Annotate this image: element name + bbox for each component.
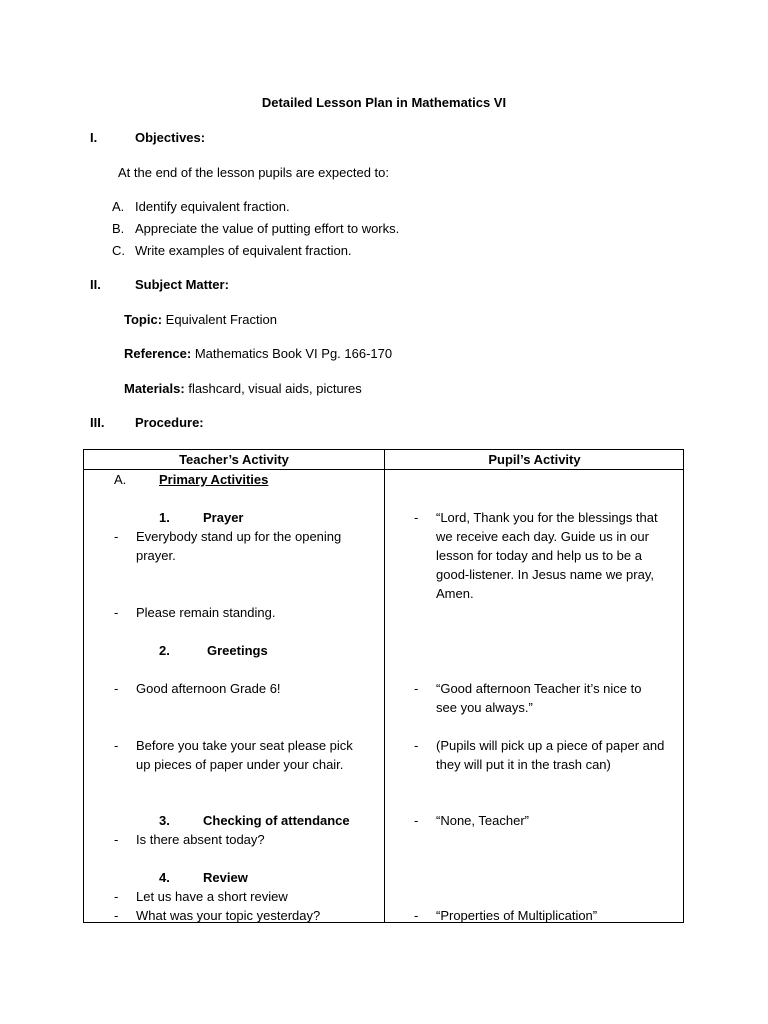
pupil-review-answer: “Properties of Multiplication” (436, 908, 598, 923)
bullet-dash: - (114, 605, 119, 620)
objective-letter-a: A. (112, 199, 125, 214)
pupil-prayer-line2: we receive each day. Guide us in our (436, 529, 649, 544)
topic-value: Equivalent Fraction (165, 312, 277, 327)
bullet-dash: - (114, 908, 119, 923)
bullet-dash: - (414, 738, 419, 753)
reference-line (124, 346, 392, 362)
remain-standing-text: Please remain standing. (136, 605, 276, 620)
reference-value: Mathematics Book VI Pg. 166-170 (194, 346, 393, 361)
objective-letter-c: C. (112, 243, 125, 258)
pupil-greeting-line2: see you always.” (436, 700, 533, 715)
pupil-seat-line2: they will put it in the trash can) (436, 757, 611, 772)
teacher-activity-header: Teacher’s Activity (179, 452, 289, 467)
attendance-question: Is there absent today? (136, 832, 265, 847)
seat-instruction-line1: Before you take your seat please pick (136, 738, 353, 753)
procedure-numeral: III. (90, 415, 105, 430)
greetings-title: Greetings (207, 643, 268, 658)
topic-label: Topic: (124, 312, 163, 327)
pupil-greeting-line1: “Good afternoon Teacher it’s nice to (436, 681, 642, 696)
column-divider (384, 450, 385, 922)
bullet-dash: - (114, 889, 119, 904)
bullet-dash: - (414, 510, 419, 525)
greetings-number: 2. (159, 643, 170, 658)
objectives-intro: At the end of the lesson pupils are expected to: (118, 165, 390, 180)
subject-matter-heading: Subject Matter: (135, 277, 229, 292)
materials-label: Materials: (124, 381, 185, 396)
objective-item-a: Identify equivalent fraction. (135, 199, 290, 214)
review-line1: Let us have a short review (136, 889, 288, 904)
pupil-prayer-line4: good-listener. In Jesus name we pray, (436, 567, 654, 582)
bullet-dash: - (414, 908, 419, 923)
review-line2: What was your topic yesterday? (136, 908, 321, 923)
section-letter: A. (114, 472, 127, 487)
activity-table (83, 449, 684, 923)
bullet-dash: - (114, 529, 119, 544)
bullet-dash: - (114, 681, 119, 696)
review-title: Review (203, 870, 248, 885)
seat-instruction-line2: up pieces of paper under your chair. (136, 757, 344, 772)
reference-label: Reference: (124, 346, 192, 361)
bullet-dash: - (414, 813, 419, 828)
objective-item-b: Appreciate the value of putting effort to works. (135, 221, 400, 236)
materials-line (124, 381, 362, 397)
greeting-text: Good afternoon Grade 6! (136, 681, 281, 696)
bullet-dash: - (414, 681, 419, 696)
pupil-prayer-line3: lesson for today and help us to be a (436, 548, 642, 563)
attendance-title: Checking of attendance (203, 813, 350, 828)
pupil-prayer-line1: “Lord, Thank you for the blessings that (436, 510, 658, 525)
prayer-title: Prayer (203, 510, 244, 525)
pupil-prayer-line5: Amen. (436, 586, 474, 601)
prayer-instruction-line1: Everybody stand up for the opening (136, 529, 342, 544)
pupil-attendance-answer: “None, Teacher” (436, 813, 529, 828)
prayer-instruction-line2: prayer. (136, 548, 176, 563)
attendance-number: 3. (159, 813, 170, 828)
pupil-seat-line1: (Pupils will pick up a piece of paper and (436, 738, 665, 753)
review-number: 4. (159, 870, 170, 885)
procedure-heading: Procedure: (135, 415, 204, 430)
subject-matter-numeral: II. (90, 277, 101, 292)
topic-line (124, 312, 277, 328)
document-title: Detailed Lesson Plan in Mathematics VI (261, 95, 507, 110)
objective-letter-b: B. (112, 221, 125, 236)
bullet-dash: - (114, 738, 119, 753)
materials-value: flashcard, visual aids, pictures (188, 381, 362, 396)
bullet-dash: - (114, 832, 119, 847)
objective-item-c: Write examples of equivalent fraction. (135, 243, 352, 258)
objectives-numeral: I. (90, 130, 98, 145)
objectives-heading: Objectives: (135, 130, 206, 145)
pupil-activity-header: Pupil’s Activity (488, 452, 581, 467)
prayer-number: 1. (159, 510, 170, 525)
section-title: Primary Activities (159, 472, 269, 487)
